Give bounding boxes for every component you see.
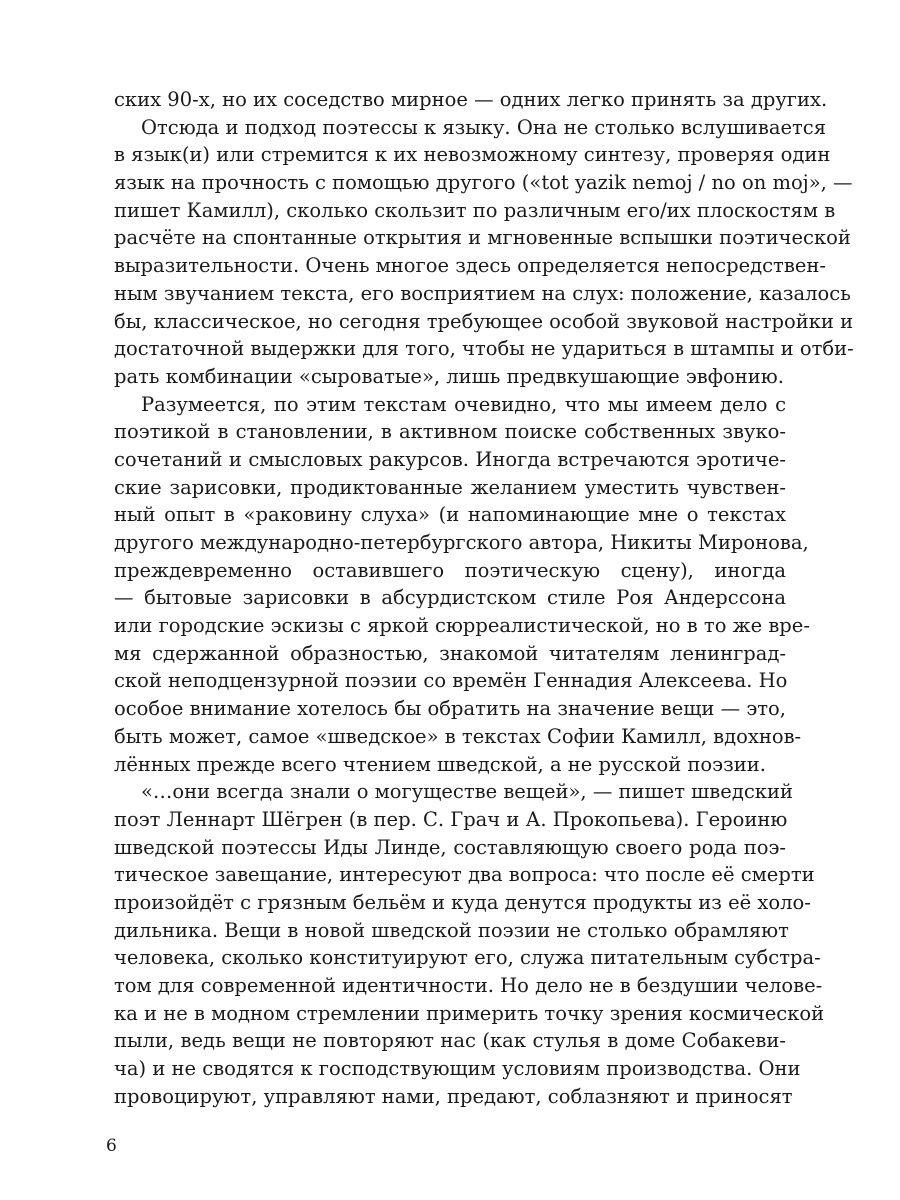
text-line: человека, сколько конституируют его, служа питательным субстра- bbox=[114, 946, 821, 970]
paragraph-start-line: Разумеется, по этим текстам очевидно, что мы имеем дело с bbox=[141, 392, 786, 416]
text-line: поэт Леннарт Шёгрен (в пер. С. Грач и А. Прокопьева). Героиню bbox=[114, 807, 788, 831]
text-line: другого международно-петербургского автора, Никиты Миронова, bbox=[114, 531, 809, 554]
paragraph-end-line: рать комбинации «сыроватые», лишь предвкушающие эвфонию. bbox=[114, 364, 784, 388]
page-text bbox=[114, 86, 854, 1110]
text-line: ских 90-х, но их соседство мирное — одних легко принять за других. bbox=[114, 88, 828, 111]
text-line: в язык(и) или стремится к их невозможному синтезу, проверяя один bbox=[114, 143, 831, 167]
text-line: тическое завещание, интересуют два вопроса: что после её смерти bbox=[114, 863, 815, 887]
text-line: ка и не в модном стремлении примерить точку зрения космической bbox=[114, 1001, 825, 1025]
text-line: ча) и не сводятся к господствующим условиям производства. Они bbox=[114, 1057, 801, 1081]
text-line: — бытовые зарисовки в абсурдистском стиле Роя Андерссона bbox=[114, 586, 786, 610]
text-line: или городские эскизы с яркой сюрреалистической, но в то же вре- bbox=[114, 614, 810, 638]
text-line: расчёте на спонтанные открытия и мгновенные вспышки поэтической bbox=[114, 226, 851, 250]
paragraph-start-line: Отсюда и подход поэтессы к языку. Она не столько вслушивается bbox=[141, 115, 826, 139]
text-line: бы, классическое, но сегодня требующее особой звуковой настройки и bbox=[114, 309, 854, 333]
text-line: мя сдержанной образностью, знакомой читателям ленинград- bbox=[114, 641, 786, 665]
text-line: провоцируют, управляют нами, предают, соблазняют и приносят bbox=[114, 1084, 793, 1108]
page-number: 6 bbox=[106, 1136, 117, 1156]
text-line: произойдёт с грязным бельём и куда денутся продукты из её холо- bbox=[114, 890, 811, 914]
text-line: достаточной выдержки для того, чтобы не удариться в штампы и отби- bbox=[114, 337, 854, 361]
text-line: преждевременно оставившего поэтическую сцену), иногда bbox=[114, 558, 786, 582]
text-line: том для современной идентичности. Но дело не в бездушии челове- bbox=[114, 974, 823, 997]
text-line: ские зарисовки, продиктованные желанием уместить чувствен- bbox=[114, 475, 786, 499]
text-line: пишет Камилл), сколько скользит по различным его/их плоскостям в bbox=[114, 198, 836, 222]
text-line: пыли, ведь вещи не повторяют нас (как стулья в доме Собакеви- bbox=[114, 1029, 786, 1053]
text-line: ный опыт в «раковину слуха» (и напоминающие мне о текстах bbox=[114, 503, 786, 527]
text-line: сочетаний и смысловых ракурсов. Иногда встречаются эротиче- bbox=[114, 447, 786, 471]
text-line: язык на прочность с помощью другого («tot yazik nemoj / no on moj», — bbox=[114, 171, 853, 195]
paragraph-start-line: «…они всегда знали о могуществе вещей», — пишет шведский bbox=[141, 780, 793, 804]
text-line: ным звучанием текста, его восприятием на слух: положение, казалось bbox=[114, 281, 851, 305]
text-line: особое внимание хотелось бы обратить на значение вещи — это, bbox=[114, 697, 786, 721]
text-line: поэтикой в становлении, в активном поиске собственных звуко- bbox=[114, 420, 786, 444]
text-line: быть может, самое «шведское» в текстах Софии Камилл, вдохнов- bbox=[114, 724, 802, 748]
paragraph-end-line: лённых прежде всего чтением шведской, а не русской поэзии. bbox=[114, 752, 766, 776]
text-line: дильника. Вещи в новой шведской поэзии не столько обрамляют bbox=[114, 918, 789, 942]
text-line: ской неподцензурной поэзии со времён Геннадия Алексеева. Но bbox=[114, 669, 788, 693]
text-line: выразительности. Очень многое здесь определяется непосредствен- bbox=[114, 254, 826, 278]
text-line: шведской поэтессы Иды Линде, составляющую своего рода поэ- bbox=[114, 835, 786, 859]
